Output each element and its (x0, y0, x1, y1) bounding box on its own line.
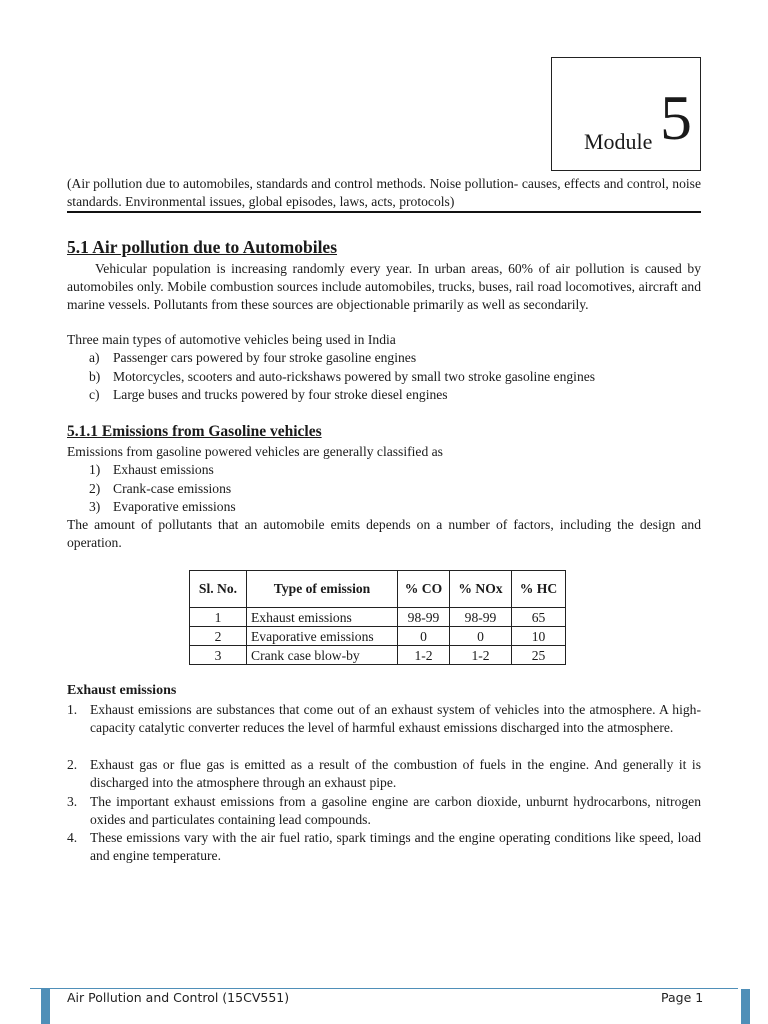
list-item: Motorcycles, scooters and auto-rickshaws powered by small two stroke gasoline engines (113, 369, 596, 384)
list-marker: 1) (89, 462, 101, 477)
table-cell: 98-99 (450, 608, 512, 627)
column-header: % HC (512, 571, 566, 608)
table-cell: 0 (450, 627, 512, 646)
table-cell: 1-2 (450, 646, 512, 665)
pollutant-factors-paragraph: The amount of pollutants that an automobile emits depends on a number of factors, including the design and operation. (67, 517, 701, 551)
table-cell: 3 (190, 646, 247, 665)
list-marker: 4. (67, 830, 78, 845)
list-item: Large buses and trucks powered by four stroke diesel engines (113, 387, 448, 402)
column-header: % NOx (450, 571, 512, 608)
subtitle-divider (67, 211, 701, 213)
list-marker: a) (89, 350, 100, 365)
table-row (190, 608, 566, 627)
list-item: Exhaust emissions are substances that come out of an exhaust system of vehicles into the atmosphere. A high-capacity catalytic converter reduces the level of harmful exhaust emissions discharged into the atmosphere. (90, 702, 701, 736)
module-label: Module (584, 129, 653, 154)
module-subtitle: (Air pollution due to automobiles, standards and control methods. Noise pollution- causes, effects and control, noise standards. Environmental issues, global episodes, laws, acts, protocols) (67, 176, 701, 209)
list-item: Evaporative emissions (113, 499, 236, 514)
list-marker: 2) (89, 481, 101, 496)
module-number: 5 (660, 82, 692, 153)
table-row (190, 646, 566, 665)
emission-table (189, 570, 566, 665)
footer-divider (30, 988, 738, 989)
table-cell: Evaporative emissions (247, 627, 398, 646)
list-marker: 3) (89, 499, 101, 514)
section-5-1-paragraph (67, 260, 701, 315)
list-item: Exhaust emissions (113, 462, 214, 477)
list-marker: 3. (67, 794, 78, 809)
table-cell: 1-2 (398, 646, 450, 665)
list-item: Exhaust gas or flue gas is emitted as a result of the combustion of fuels in the engine. And generally it is discharged into the atmosphere through an exhaust pipe. (90, 757, 701, 791)
section-heading-5-1: 5.1 Air pollution due to Automobiles (67, 237, 338, 257)
list-item: These emissions vary with the air fuel ratio, spark timings and the engine operating conditions like speed, load and engine temperature. (90, 830, 701, 864)
table-cell: Exhaust emissions (247, 608, 398, 627)
table-cell: 2 (190, 627, 247, 646)
footer-accent-bar-right (741, 989, 750, 1024)
list-item: Passenger cars powered by four stroke gasoline engines (113, 350, 417, 365)
table-cell: 1 (190, 608, 247, 627)
list-item: Crank-case emissions (113, 481, 232, 496)
list-marker: 2. (67, 757, 78, 772)
emission-classes-intro: Emissions from gasoline powered vehicles are generally classified as (67, 444, 443, 459)
section-5-1-paragraph-text: Vehicular population is increasing randomly every year. In urban areas, 60% of air pollution is caused by automobiles only. Mobile combustion sources include automobiles, trucks, buses, rail road locomotives, aircraft and marine vessels. Pollutants from these sources are objectionable primarily as well as secondarily. (67, 261, 701, 313)
table-cell: 10 (512, 627, 566, 646)
footer-course-title: Air Pollution and Control (15CV551) (67, 990, 290, 1005)
table-cell: 65 (512, 608, 566, 627)
list-marker: 1. (67, 702, 78, 717)
column-header: Type of emission (247, 571, 398, 608)
column-header: Sl. No. (190, 571, 247, 608)
table-cell: 98-99 (398, 608, 450, 627)
footer-page-number: Page 1 (661, 990, 704, 1005)
section-heading-5-1-1: 5.1.1 Emissions from Gasoline vehicles (67, 423, 322, 440)
list-marker: c) (89, 387, 100, 402)
module-box (551, 57, 701, 171)
table-row (190, 627, 566, 646)
table-cell: 25 (512, 646, 566, 665)
table-cell: Crank case blow-by (247, 646, 398, 665)
table-cell: 0 (398, 627, 450, 646)
table-header-row (190, 571, 566, 608)
list-marker: b) (89, 369, 101, 384)
exhaust-emissions-heading: Exhaust emissions (67, 683, 177, 698)
vehicle-types-intro: Three main types of automotive vehicles being used in India (67, 332, 396, 347)
column-header: % CO (398, 571, 450, 608)
footer-accent-bar-left (41, 989, 50, 1024)
list-item: The important exhaust emissions from a gasoline engine are carbon dioxide, unburnt hydrocarbons, nitrogen oxides and particulates containing lead compounds. (90, 794, 701, 828)
